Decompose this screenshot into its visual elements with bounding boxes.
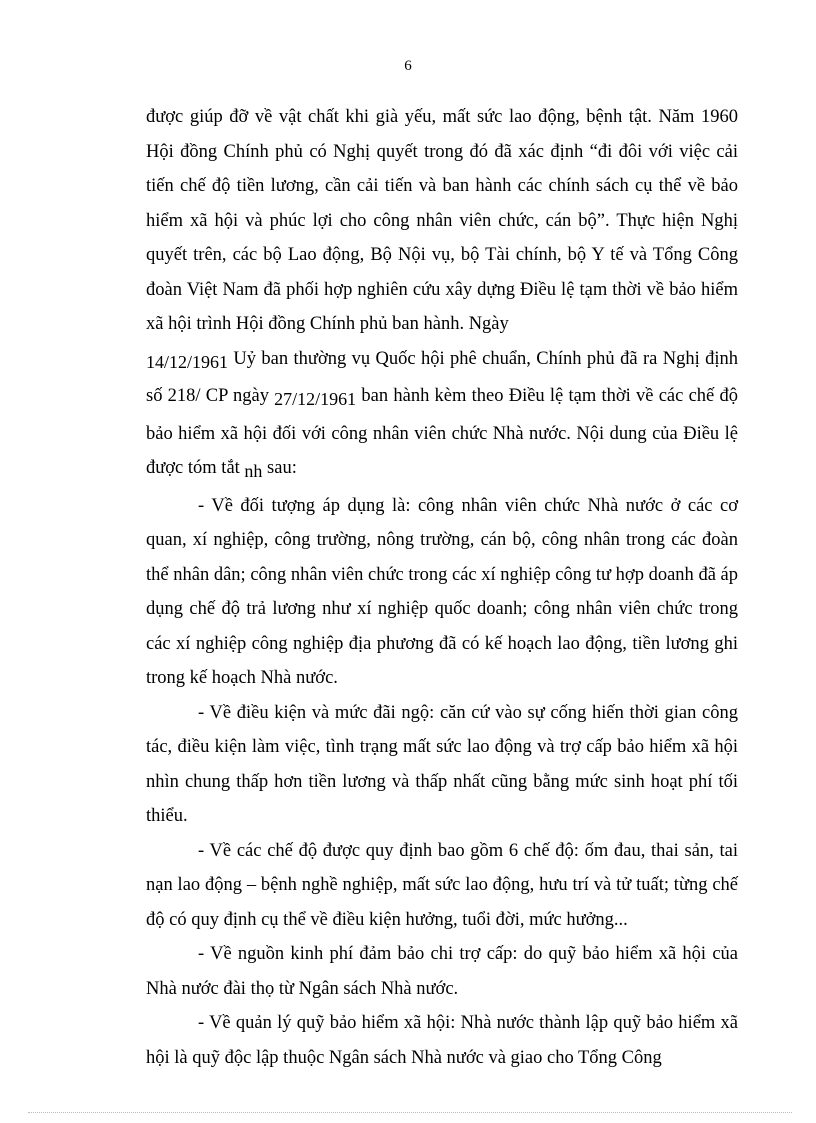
intro-text-c: ban hành kèm theo Điều lệ tạm thời về các chế độ bảo hiểm xã hội đối với công nhân viên chức Nhà nước. Nội dung của Điều lệ được tóm tắt [146,386,738,478]
paragraph-conditions: - Về điều kiện và mức đãi ngộ: căn cứ vào sự cống hiến thời gian công tác, điều kiện làm việc, tình trạng mất sức lao động và trợ cấp bảo hiểm xã hội nhìn chung thấp hơn tiền lương và thấp nhất cũng bằng mức sinh hoạt phí tối thiểu. [146,702,738,826]
fragment-nh: nh [244,461,263,481]
paragraph-regimes: - Về các chế độ được quy định bao gồm 6 chế độ: ốm đau, thai sản, tai nạn lao động – bệnh nghề nghiệp, mất sức lao động, hưu trí và tử tuất; từng chế độ có quy định cụ thể về điều kiện hưởng, tuổi đời, mức hưởng... [146,840,738,930]
intro-text-d: sau: [262,458,297,478]
paragraph-subjects: - Về đối tượng áp dụng là: công nhân viên chức Nhà nước ở các cơ quan, xí nghiệp, công trường, nông trường, cán bộ, công nhân trong các đoàn thể nhân dân; công nhân viên chức trong các xí nghiệp công tư hợp doanh đã áp dụng chế độ trả lương như xí nghiệp quốc doanh; công nhân viên chức trong các xí nghiệp công nghiệp địa phương đã có kế hoạch lao động, tiền lương ghi trong kế hoạch Nhà nước. [146,495,738,688]
date-1961-12-14: 14/12/1961 [146,351,229,372]
footer-dotted-rule [28,1112,792,1113]
intro-text-a: được giúp đỡ về vật chất khi già yếu, mất sức lao động, bệnh tật. Năm 1960 Hội đồng Chính phủ có Nghị quyết trong đó đã xác định “đi đôi với việc cải tiến chế độ tiền lương, cần cải tiến và ban hành các chính sách cụ thể về bảo hiểm xã hội và phúc lợi cho công nhân viên chức, cán bộ”. Thực hiện Nghị quyết trên, các bộ Lao động, Bộ Nội vụ, bộ Tài chính, bộ Y tế và Tổng Công đoàn Việt Nam đã phối hợp nghiên cứu xây dựng Điều lệ tạm thời về bảo hiểm xã hội trình Hội đồng Chính phủ ban hành. Ngày [146,107,738,334]
page-number: 6 [404,58,412,74]
paragraph-intro [146,100,738,489]
date-1961-12-27: 27/12/1961 [274,389,357,409]
document-body [146,100,738,1075]
paragraph-fund-management: - Về quản lý quỹ bảo hiểm xã hội: Nhà nước thành lập quỹ bảo hiểm xã hội là quỹ độc lập thuộc Ngân sách Nhà nước và giao cho Tổng Công [146,1013,738,1068]
intro-text-b: Uỷ ban thường vụ Quốc hội phê chuẩn, Chính phủ đã ra Nghị định số 218/ CP ngày [146,348,738,406]
paragraph-funding: - Về nguồn kinh phí đảm bảo chi trợ cấp: do quỹ bảo hiểm xã hội của Nhà nước đài thọ từ Ngân sách Nhà nước. [146,944,738,999]
